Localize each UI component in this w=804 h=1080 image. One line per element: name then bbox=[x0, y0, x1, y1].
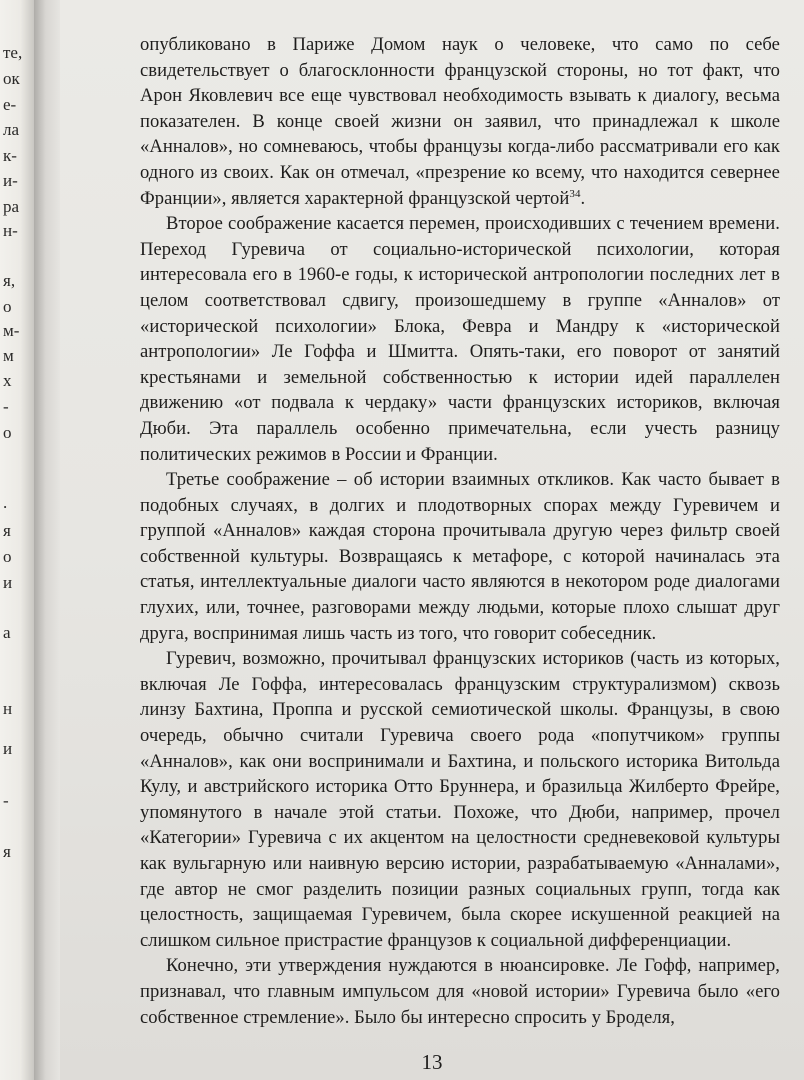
facing-page-fragment: и- bbox=[3, 171, 18, 190]
footnote-ref[interactable]: 34 bbox=[569, 187, 581, 200]
paragraph-1 bbox=[140, 32, 780, 211]
facing-page-fragment: к- bbox=[3, 146, 17, 165]
facing-page-fragment: и bbox=[3, 573, 13, 592]
paragraph-3: Третье соображение – об истории взаимных откликов. Как часто бывает в подобных случаях, в долгих и плодотворных спорах между Гуревичем и группой «Анналов» каждая сторона прочитывала другую через фильтр своей собственной культуры. Возвращаясь к метафоре, с которой начиналась эта статья, интеллектуальные диалоги часто являются в некотором роде диалогами глухих, или, точнее, разговорами между людьми, которые плохо слышат друг друга, воспринимая лишь часть из того, что говорит собеседник. bbox=[140, 469, 780, 644]
facing-page-fragment: и bbox=[3, 739, 13, 758]
body-text bbox=[140, 32, 780, 1030]
facing-page-fragment: о bbox=[3, 297, 12, 316]
book-page bbox=[60, 0, 804, 1080]
page-number: 13 bbox=[421, 1050, 443, 1074]
facing-page-fragment: - bbox=[3, 397, 9, 416]
paragraph-4: Гуревич, возможно, прочитывал французских историков (часть из которых, включая Ле Гоффа, интересовалась французским структурализмом) сквозь линзу Бахтина, Проппа и русской семиотической школы. Французы, в свою очередь, обычно считали Гуревича своего рода «попутчиком» группы «Анналов», как они воспринимали и Бахтина, и польского историка Витольда Кулу, и австрийского историка Отто Бруннера, и бразильца Жилберто Фрейре, упомянутого в начале этой статьи. Похоже, что Дюби, например, прочел «Категории» Гуревича с их акцентом на целостности средневековой культуры как вульгарную или наивную версию истории, разрабатываемую «Анналами», где автор не смог разделить позиции разных социальных групп, тогда как целостность, защищаемая Гуревичем, была скорее искушенной реакцией на слишком сильное пристрастие французов к социальной дифференциации. bbox=[140, 648, 780, 951]
paragraph-1-tail: . bbox=[580, 187, 586, 209]
facing-page-fragment: - bbox=[3, 791, 9, 810]
facing-page-fragment: . bbox=[3, 493, 8, 512]
paragraph-2: Второе соображение касается перемен, происходивших с течением времени. Переход Гуревича от социально-исторической психологии, которая интересовала его в 1960-е годы, к исторической антропологии последних лет в целом соответствовал сдвигу, произошедшему в группе «Анналов» от «исторической психологии» Блока, Февра и Мандру к «исторической антропологии» Ле Гоффа и Шмитта. Опять-таки, его поворот от занятий крестьянами и земельной собственностью к истории идей параллелен движению «от подвала к чердаку» части французских историков, включая Дюби. Эта параллель особенно примечательна, если учесть разницу политических режимов в России и Франции. bbox=[140, 213, 780, 465]
paragraph-1-text: опубликовано в Париже Домом наук о человеке, что само по себе свидетельствует о благосклонности французской стороны, но тот факт, что Арон Яковлевич все еще чувствовал необходимость взывать к диалогу, весьма показателен. В конце своей жизни он заявил, что принадлежал к школе «Анналов», но сомневаюсь, чтобы французы когда-либо рассматривали его как одного из своих. Как он отмечал, «презрение ко всему, что находится севернее Франции», является характерной французской чертой bbox=[140, 34, 780, 209]
facing-page-fragment: я bbox=[3, 842, 11, 861]
facing-page-fragment: я bbox=[3, 521, 11, 540]
facing-page-fragment: е- bbox=[3, 95, 17, 114]
facing-page-fragment: те, bbox=[3, 43, 23, 62]
facing-page-fragment: ла bbox=[3, 120, 20, 139]
facing-page-fragment: м- bbox=[3, 321, 20, 340]
facing-page-fragment: н- bbox=[3, 221, 18, 240]
facing-page-edge bbox=[0, 0, 34, 1080]
facing-page-fragment: ок bbox=[3, 69, 20, 88]
facing-page-fragment: а bbox=[3, 623, 11, 642]
facing-page-fragment: н bbox=[3, 699, 13, 718]
facing-page-fragment: я, bbox=[3, 271, 16, 290]
facing-page-fragment: х bbox=[3, 371, 12, 390]
book-gutter bbox=[34, 0, 60, 1080]
paragraph-5: Конечно, эти утверждения нуждаются в нюансировке. Ле Гофф, например, признавал, что главным импульсом для «новой истории» Гуревича было «его собственное стремление». Было бы интересно спросить у Броделя, bbox=[140, 955, 780, 1028]
facing-page-fragment: м bbox=[3, 346, 14, 365]
facing-page-fragment: ра bbox=[3, 197, 20, 216]
facing-page-fragment: о bbox=[3, 423, 12, 442]
facing-page-fragment: о bbox=[3, 547, 12, 566]
